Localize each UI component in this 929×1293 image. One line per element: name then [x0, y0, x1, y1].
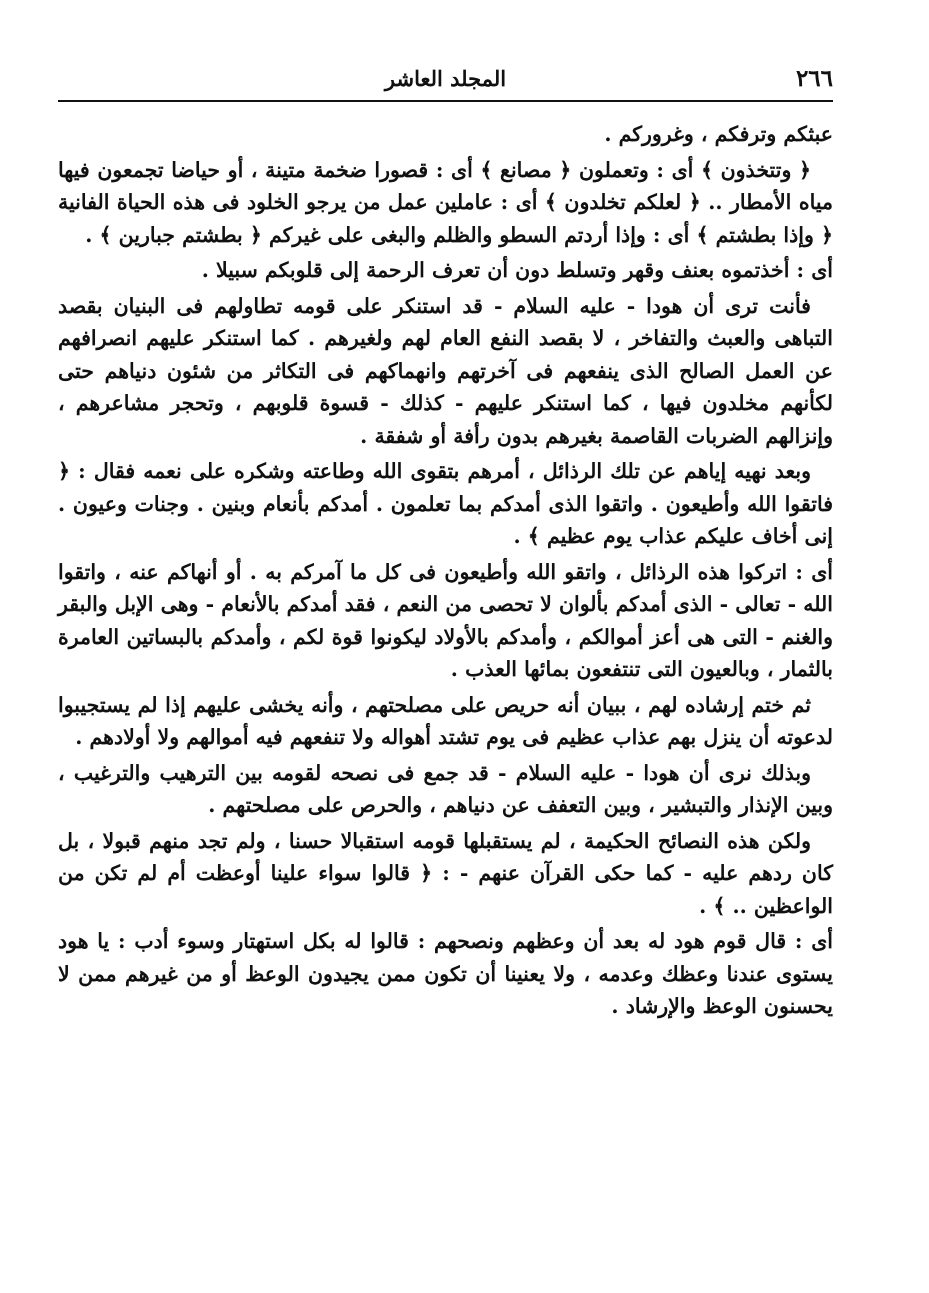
paragraph-10: أى : قال قوم هود له بعد أن وعظهم ونصحهم : قالوا له بكل استهتار وسوء أدب : يا هود يستوى عندنا وعظك وعدمه ، ولا يعنينا أن تكون ممن يجيدون الوعظ أو من غيرهم ممن لا يحسنون الوعظ والإرشاد .	[58, 929, 833, 1018]
body-text	[58, 118, 833, 1026]
paragraph-6: أى : اتركوا هذه الرذائل ، واتقو الله وأطيعون فى كل ما آمركم به . أو أنهاكم عنه ، واتقوا الله - تعالى - الذى أمدكم بألوان لا تحصى من النعم ، فقد أمدكم بالأنعام - وهى الإبل والبقر والغنم - التى هى أعز أموالكم ، وأمدكم بالأولاد ليكونوا قوة لكم ، وأمدكم بالبساتين العامرة بالثمار ، وبالعيون التى تنتفعون بمائها العذب .	[58, 559, 833, 681]
paragraph-4: فأنت ترى أن هودا - عليه السلام - قد استنكر على قومه تطاولهم فى البنيان بقصد التباهى والعبث والتفاخر ، لا بقصد النفع العام لهم ولغيرهم . كما استنكر عليهم انصرافهم عن العمل الصالح الذى ينفعهم فى آخرتهم وانهماكهم فى التكاثر من شئون دنياهم حتى لكأنهم مخلدون فيها ، كما استنكر عليهم - كذلك - قسوة قلوبهم ، وتحجر مشاعرهم ، وإنزالهم الضربات القاصمة بغيرهم بدون رأفة أو شفقة .	[58, 293, 833, 448]
paragraph-9: ولكن هذه النصائح الحكيمة ، لم يستقبلها قومه استقبالا حسنا ، ولم تجد منهم قبولا ، بل كان ردهم عليه - كما حكى القرآن عنهم - : ﴿ قالوا سواء علينا أوعظت أم لم تكن من الواعظين .. ﴾ .	[58, 828, 833, 918]
running-title: المجلد العاشر	[384, 66, 507, 91]
paragraph-7: ثم ختم إرشاده لهم ، ببيان أنه حريص على مصلحتهم ، وأنه يخشى عليهم إذا لم يستجيبوا لدعوته أن ينزل بهم عذاب عظيم فى يوم تشتد أهواله ولا تنفعهم فيه أموالهم ولا أولادهم .	[58, 692, 833, 749]
page-header	[58, 62, 833, 102]
paragraph-5: وبعد نهيه إياهم عن تلك الرذائل ، أمرهم بتقوى الله وطاعته وشكره على نعمه فقال : ﴿ فاتقوا الله وأطيعون . واتقوا الذى أمدكم بما تعلمون . أمدكم بأنعام وبنين . وجنات وعيون . إنى أخاف عليكم عذاب يوم عظيم ﴾ .	[58, 459, 833, 548]
page-number: ٢٦٦	[795, 65, 833, 92]
paragraph-2: ﴿ وتتخذون ﴾ أى : وتعملون ﴿ مصانع ﴾ أى : قصورا ضخمة متينة ، أو حياضا تجمعون فيها مياه الأمطار .. ﴿ لعلكم تخلدون ﴾ أى : عاملين عمل من يرجو الخلود فى هذه الحياة الفانية ﴿ وإذا بطشتم ﴾ أى : وإذا أردتم السطو والظلم والبغى على غيركم ﴿ بطشتم جبارين ﴾ .	[58, 157, 833, 247]
paragraph-3: أى : أخذتموه بعنف وقهر وتسلط دون أن تعرف الرحمة إلى قلوبكم سبيلا .	[201, 258, 833, 282]
paragraph-1: عبثكم وترفكم ، وغروركم .	[604, 122, 833, 146]
paragraph-8: وبذلك نرى أن هودا - عليه السلام - قد جمع فى نصحه لقومه بين الترهيب والترغيب ، وبين الإنذار والتبشير ، وبين التعفف عن دنياهم ، والحرص على مصلحتهم .	[58, 760, 833, 817]
